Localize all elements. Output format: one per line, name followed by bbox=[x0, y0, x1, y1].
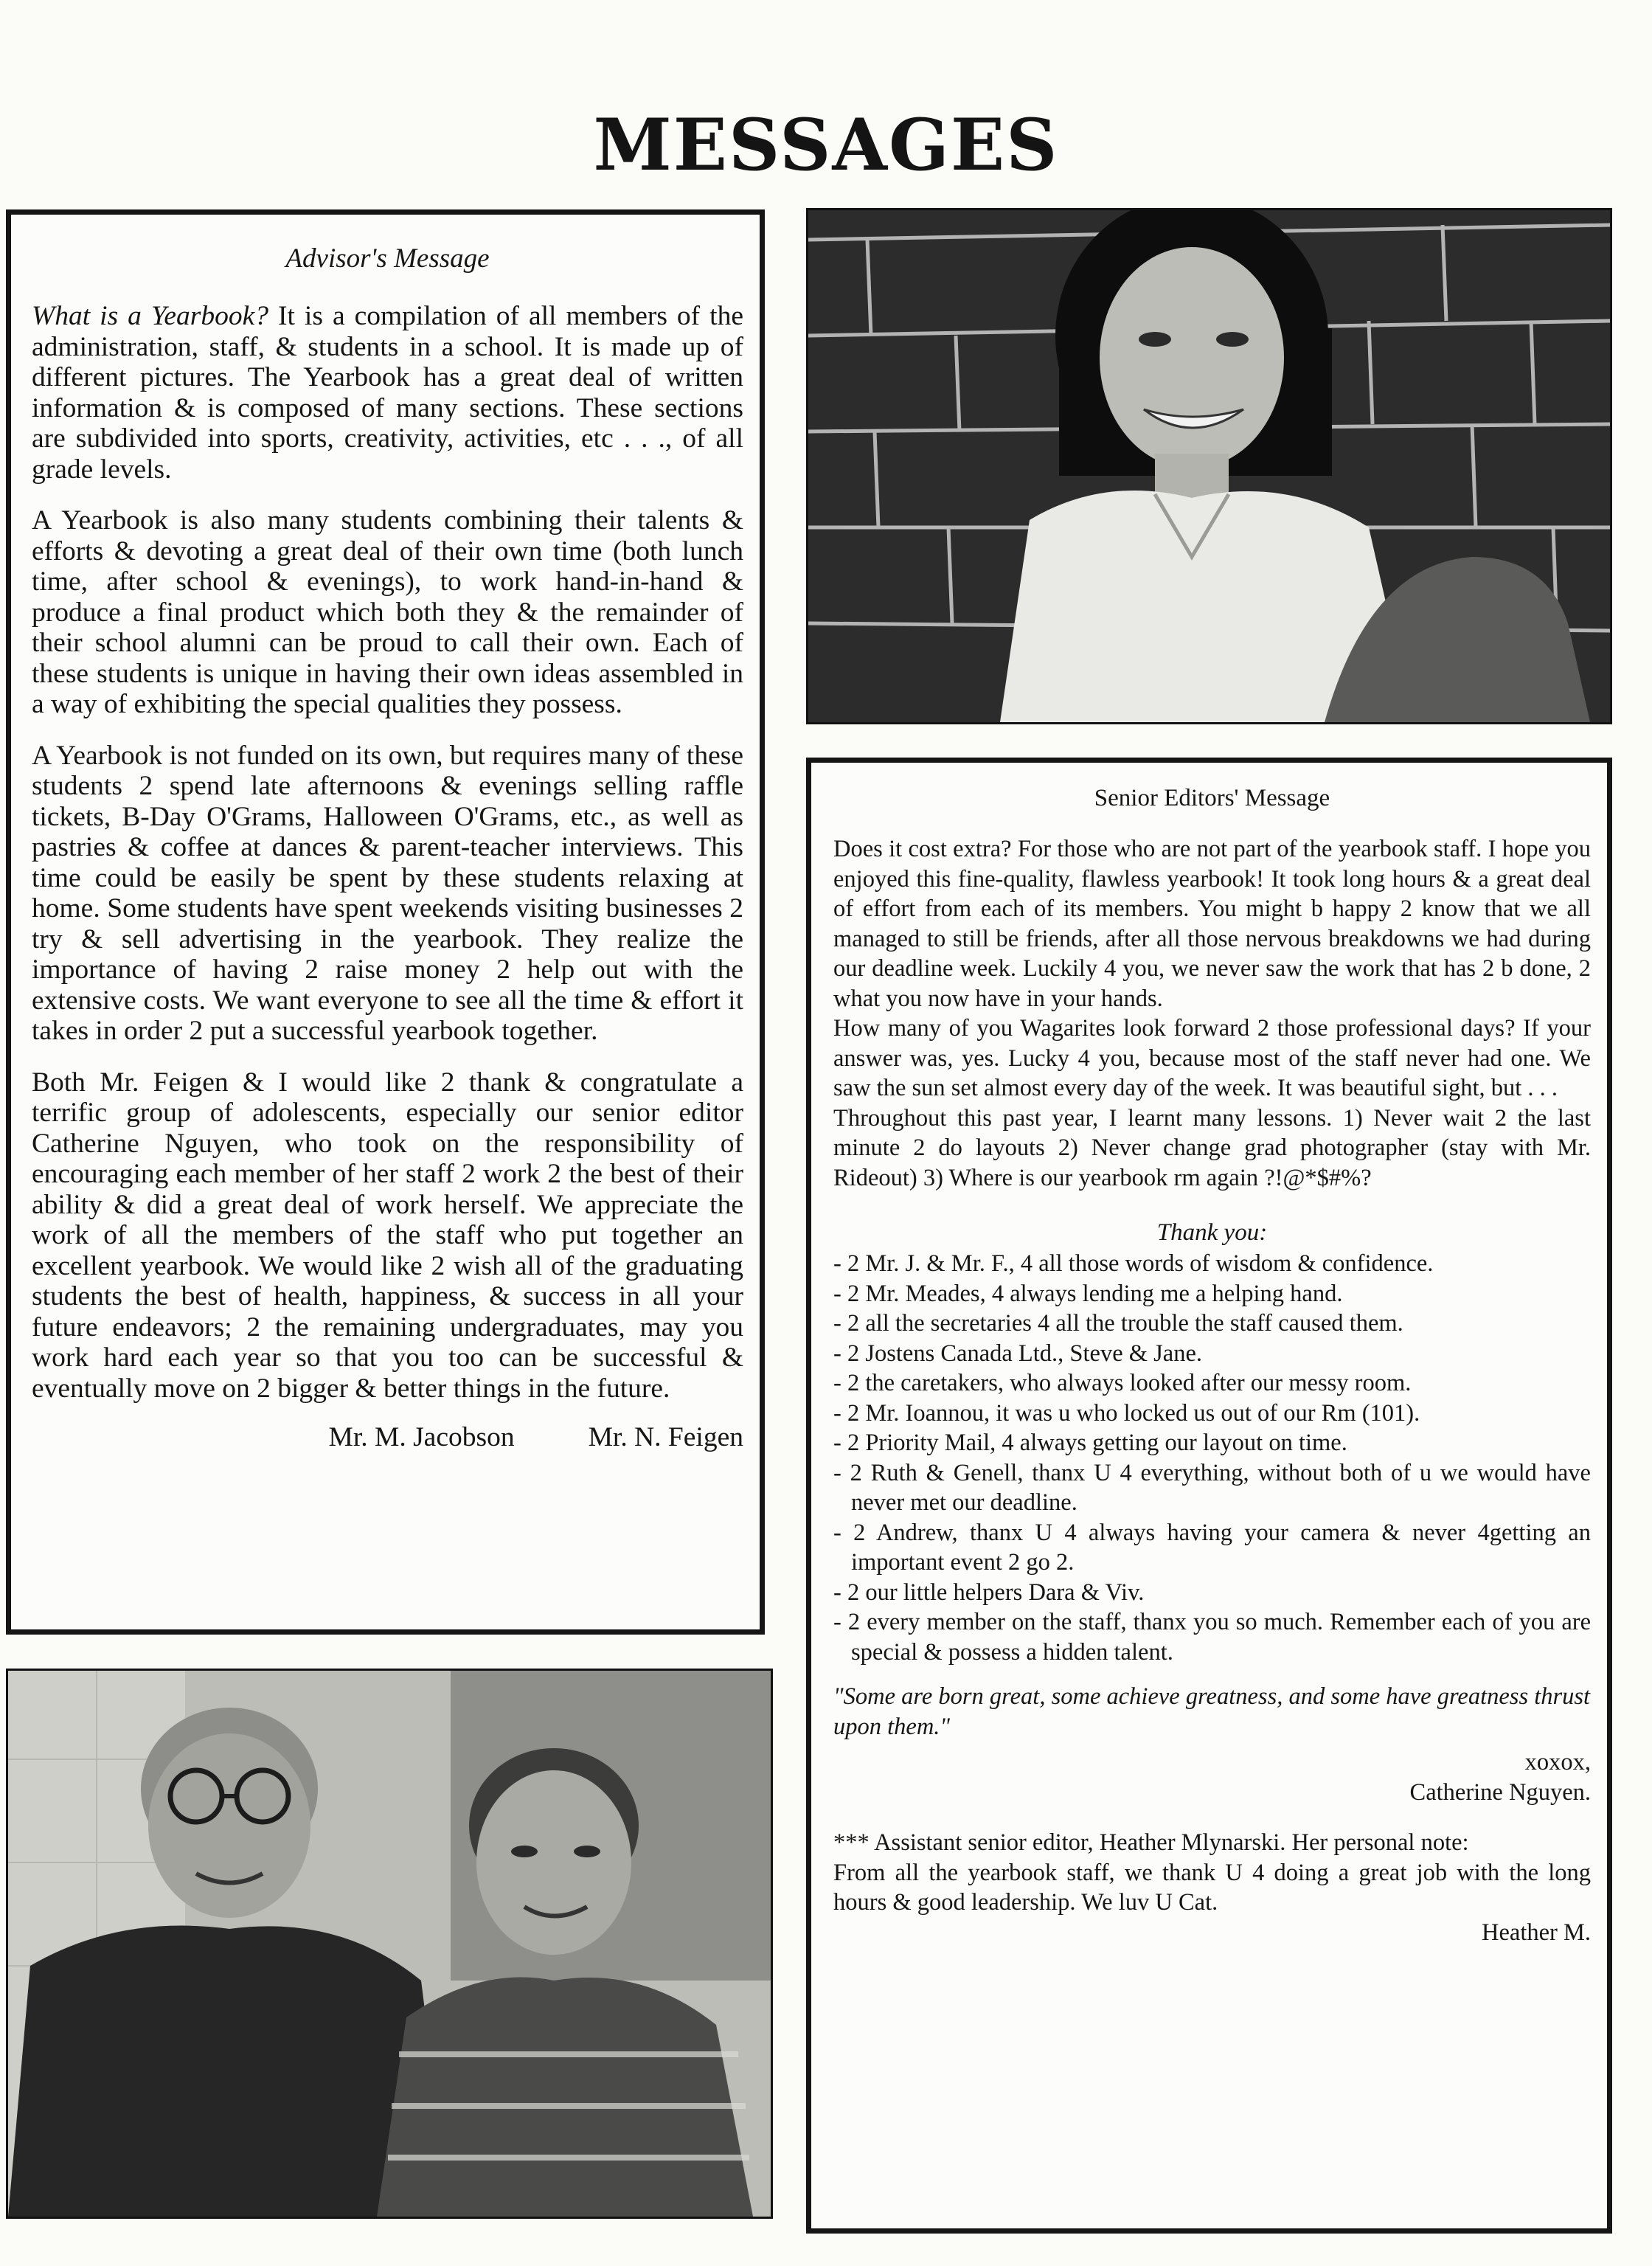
senior-paragraph-2: How many of you Wagarites look forward 2 those professional days? If your answer was, yes. Lucky 4 you, because most of the staff never had one. We saw the sun set almost every day of the week. It was beautiful sight, but . . . bbox=[833, 1015, 1591, 1101]
thank-you-item: - 2 Mr. Meades, 4 always lending me a helping hand. bbox=[833, 1280, 1343, 1307]
thank-you-heading: Thank you: bbox=[1156, 1219, 1268, 1246]
advisor-message-heading: Advisor's Message bbox=[285, 243, 490, 274]
thank-you-item: - 2 all the secretaries 4 all the trouble the staff caused them. bbox=[833, 1310, 1403, 1337]
page-title: MESSAGES bbox=[593, 103, 1059, 187]
closing-quote: "Some are born great, some achieve greatness, and some have greatness thrust upon them." bbox=[833, 1683, 1591, 1740]
advisor-paragraph-2: A Yearbook is also many students combining their talents & efforts & devoting a great deal of their own time (both lunch time, after school & evenings), to work hand-in-hand & produce a final product which both they & the remainder of their school alumni can be proud to call their own. Each of these students is unique in having their own ideas assembled in a way of exhibiting the special qualities they possess. bbox=[32, 505, 743, 719]
thank-you-item: - 2 every member on the staff, thanx you so much. Remember each of you are special & possess a hidden talent. bbox=[833, 1609, 1591, 1666]
thank-you-item: - 2 Ruth & Genell, thanx U 4 everything, without both of u we would have never met our deadline. bbox=[833, 1459, 1591, 1516]
assistant-note: From all the yearbook staff, we thank U 4 doing a great job with the long hours & good leadership. We luv U Cat. bbox=[833, 1859, 1591, 1916]
signature-feigen: Mr. N. Feigen bbox=[588, 1422, 743, 1452]
signature-jacobson: Mr. M. Jacobson bbox=[328, 1422, 515, 1452]
advisor-lead-question: What is a Yearbook? bbox=[32, 301, 268, 331]
senior-paragraph-3: Throughout this past year, I learnt many lessons. 1) Never wait 2 the last minute 2 do layouts 2) Never change grad photographer (stay with Mr. Rideout) 3) Where is our yearbook rm again ?!@*$#%? bbox=[833, 1104, 1591, 1191]
senior-message-heading: Senior Editors' Message bbox=[1094, 785, 1330, 811]
signoff: xoxox, bbox=[1524, 1749, 1591, 1775]
thank-you-item: - 2 Priority Mail, 4 always getting our layout on time. bbox=[833, 1430, 1347, 1456]
advisor-paragraph-4: Both Mr. Feigen & I would like 2 thank & congratulate a terrific group of adolescents, especially our senior editor Catherine Nguyen, who took on the responsibility of encouraging each member of her staff 2 work 2 the best of their ability & did a great deal of work herself. We appreciate the work of all the members of the staff who put together an excellent yearbook. We would like 2 wish all of the graduating students the best of health, happiness, & success in all your future endeavors; 2 the remaining undergraduates, may you work hard each year so that you too can be successful & eventually move on 2 bigger & better things in the future. bbox=[32, 1067, 743, 1404]
assistant-signature: Heather M. bbox=[1482, 1919, 1591, 1946]
thank-you-list bbox=[833, 1249, 1591, 1667]
thank-you-item: - 2 Jostens Canada Ltd., Steve & Jane. bbox=[833, 1340, 1203, 1367]
advisor-message-box bbox=[6, 209, 765, 1635]
thank-you-item: - 2 Mr. J. & Mr. F., 4 all those words of wisdom & confidence. bbox=[833, 1250, 1434, 1277]
advisor-paragraph-1 bbox=[32, 301, 743, 485]
advisor-signatures bbox=[32, 1421, 743, 1453]
advisors-photo bbox=[6, 1669, 773, 2219]
senior-paragraph-1: Does it cost extra? For those who are not part of the yearbook staff. I hope you enjoyed this fine-quality, flawless yearbook! It took long hours & a great deal of effort from each of its members. You might b happy 2 know that we all managed to still be friends, after all those nervous breakdowns we had during our deadline week. Luckily 4 you, we never saw the work that has 2 b done, 2 what you now have in your hands. bbox=[833, 836, 1591, 1012]
student-photo bbox=[806, 208, 1612, 724]
advisor-paragraph-3: A Yearbook is not funded on its own, but requires many of these students 2 spend late afternoons & evenings selling raffle tickets, B-Day O'Grams, Halloween O'Grams, etc., as well as pastries & coffee at dances & parent-teacher interviews. This time could be easily be spent by these students relaxing at home. Some students have spent weekends visiting businesses 2 try & sell advertising in the yearbook. They realize the importance of having 2 raise money 2 help out with the extensive costs. We want everyone to see all the time & effort it takes in order 2 put a successful yearbook together. bbox=[32, 740, 743, 1046]
thank-you-item: - 2 Mr. Ioannou, it was u who locked us out of our Rm (101). bbox=[833, 1399, 1420, 1427]
thank-you-item: - 2 our little helpers Dara & Viv. bbox=[833, 1579, 1145, 1606]
signer-name: Catherine Nguyen. bbox=[1409, 1778, 1591, 1806]
advisor-paragraph-1-text: It is a compilation of all members of the administration, staff, & students in a school. It is made up of different pictures. The Yearbook has a great deal of written information & is composed of many sections. These sections are subdivided into sports, creativity, activities, etc . . ., of all grade levels. bbox=[32, 301, 743, 485]
thank-you-item: - 2 Andrew, thanx U 4 always having your camera & never 4getting an important event 2 go 2. bbox=[833, 1519, 1591, 1576]
assistant-intro: *** Assistant senior editor, Heather Mlynarski. Her personal note: bbox=[833, 1829, 1469, 1856]
thank-you-item: - 2 the caretakers, who always looked after our messy room. bbox=[833, 1370, 1412, 1396]
senior-editors-message-box bbox=[806, 758, 1612, 2234]
